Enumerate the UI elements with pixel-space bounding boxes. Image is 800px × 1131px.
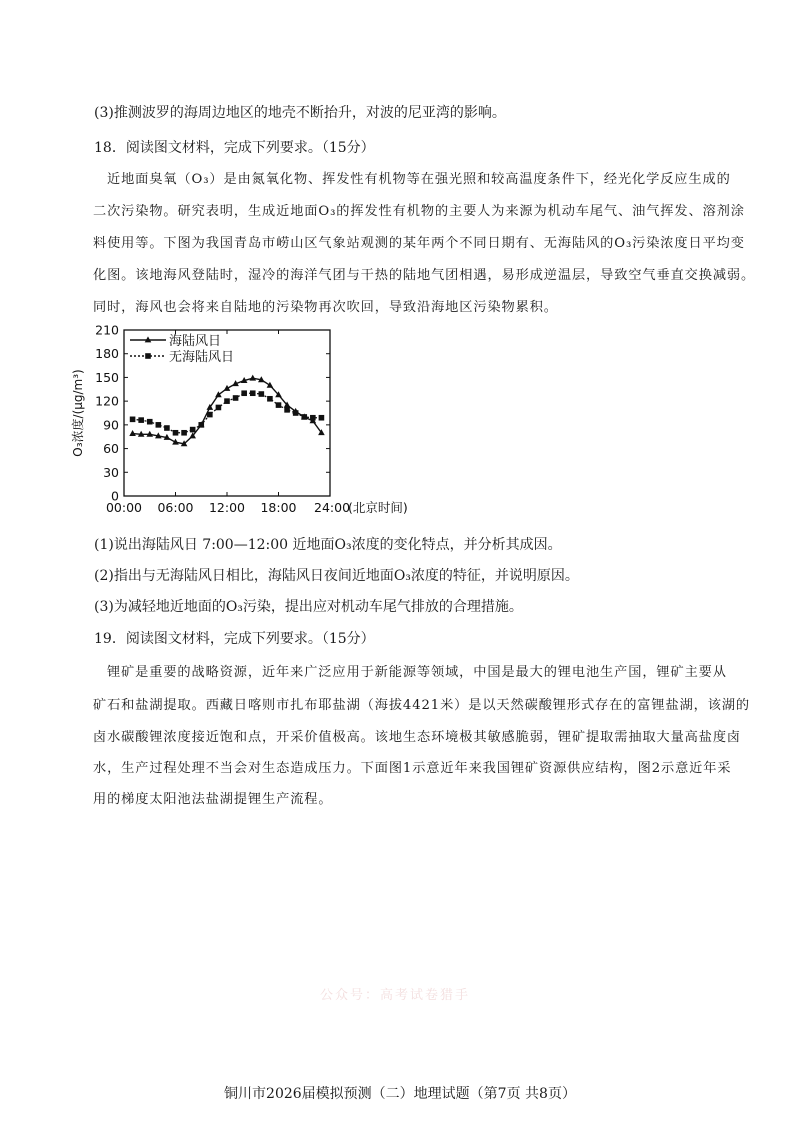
q18-para-line-5: 同时，海风也会将来自陆地的污染物再次吹回，导致沿海地区污染物累积。: [93, 300, 558, 315]
series-point-2: [267, 396, 273, 402]
series-point-2: [147, 419, 153, 425]
y-tick-label: 60: [103, 441, 119, 457]
y-tick-label: 150: [95, 369, 119, 385]
series-point-2: [207, 412, 213, 418]
series-point-2: [198, 422, 204, 428]
series-point-2: [241, 390, 247, 396]
y-tick-label: 90: [103, 417, 119, 433]
legend-label-2: 无海陆风日: [169, 350, 235, 365]
page-footer: 铜川市2026届模拟预测（二）地理试题（第7页 共8页）: [224, 1086, 576, 1102]
x-tick-label: 24:00: [314, 500, 351, 515]
legend-label-1: 海陆风日: [169, 334, 222, 349]
y-tick-label: 210: [95, 322, 119, 338]
q19-para-line-4: 水，生产过程处理不当会对生态造成压力。下面图1示意近年来我国锂矿资源供应结构，图2示意近年采: [93, 761, 732, 776]
series-point-1: [129, 430, 136, 436]
y-tick-label: 30: [103, 464, 119, 480]
watermark: 公众号：高考试卷猎手: [320, 988, 471, 1003]
q19-para-line-5: 用的梯度太阳池法盐湖提锂生产流程。: [93, 792, 333, 807]
series-point-2: [259, 391, 265, 397]
q18-para-line-3: 料使用等。下图为我国青岛市崂山区气象站观测的某年两个不同日期有、无海陆风的O₃污染浓度日平均变: [93, 236, 745, 251]
series-point-2: [216, 405, 222, 411]
series-point-2: [233, 395, 239, 401]
series-point-2: [276, 402, 282, 408]
series-point-2: [293, 410, 299, 416]
series-point-2: [173, 430, 179, 436]
series-point-2: [319, 415, 325, 421]
q18-para-line-2: 二次污染物。研究表明，生成近地面O₃的挥发性有机物的主要人为来源为机动车尾气、油气挥发、溶剂涂: [93, 204, 745, 219]
series-point-2: [181, 430, 187, 436]
q18-para-line-4: 化图。该地海风登陆时，湿冷的海洋气团与干热的陆地气团相遇，易形成逆温层，导致空气垂直交换减弱。: [93, 268, 756, 283]
series-point-2: [156, 422, 162, 428]
q19-para-line-1: 锂矿是重要的战略资源，近年来广泛应用于新能源等领域，中国是最大的锂电池生产国，锂矿主要从: [107, 665, 727, 680]
series-point-2: [250, 390, 256, 396]
series-point-2: [130, 417, 136, 423]
series-point-2: [190, 427, 196, 433]
q18-sub1: (1)说出海陆风日 7:00—12:00 近地面O₃浓度的变化特点，并分析其成因。: [94, 537, 562, 553]
q19-header: 19．阅读图文材料，完成下列要求。（15分）: [94, 631, 375, 647]
y-axis-label: O₃浓度/(μg/m³): [71, 369, 85, 457]
legend-marker-2: [145, 353, 151, 359]
x-tick-label: 00:00: [105, 500, 143, 515]
y-tick-label: 120: [95, 393, 119, 409]
x-tick-label: 06:00: [157, 500, 194, 515]
q19-para-line-3: 卤水碳酸锂浓度接近饱和点，开采价值极高。该地生态环境极其敏感脆弱，锂矿提取需抽取大量高盐度卤: [93, 730, 742, 745]
series-point-2: [284, 407, 290, 413]
series-point-2: [164, 425, 170, 431]
y-tick-label: 180: [95, 346, 119, 362]
x-axis-label: (北京时间): [348, 500, 408, 515]
q18-para-line-1: 近地面臭氧（O₃）是由氮氧化物、挥发性有机物等在强光照和较高温度条件下，经光化学反应生成的: [107, 172, 731, 187]
series-point-1: [215, 391, 222, 397]
q18-sub3: (3)为减轻地近地面的O₃污染，提出应对机动车尾气排放的合理措施。: [94, 599, 523, 615]
series-point-2: [301, 414, 307, 420]
x-tick-label: 18:00: [260, 500, 297, 515]
x-tick-label: 12:00: [208, 500, 246, 515]
series-point-2: [310, 415, 316, 421]
q17-sub3: (3)推测波罗的海周边地区的地壳不断抬升，对波的尼亚湾的影响。: [94, 105, 506, 121]
q19-para-line-2: 矿石和盐湖提取。西藏日喀则市扎布耶盐湖（海拔4421米）是以天然碳酸锂形式存在的富锂盐湖，该湖的: [93, 698, 751, 713]
series-point-1: [267, 382, 274, 388]
q18-sub2: (2)指出与无海陆风日相比，海陆风日夜间近地面O₃浓度的特征，并说明原因。: [94, 568, 579, 584]
series-point-1: [249, 375, 256, 381]
y-tick-label: 0: [111, 488, 119, 504]
series-point-2: [224, 398, 230, 404]
q18-header: 18．阅读图文材料，完成下列要求。（15分）: [94, 140, 375, 156]
series-point-2: [138, 417, 144, 423]
o3-line-chart: [66, 318, 436, 524]
